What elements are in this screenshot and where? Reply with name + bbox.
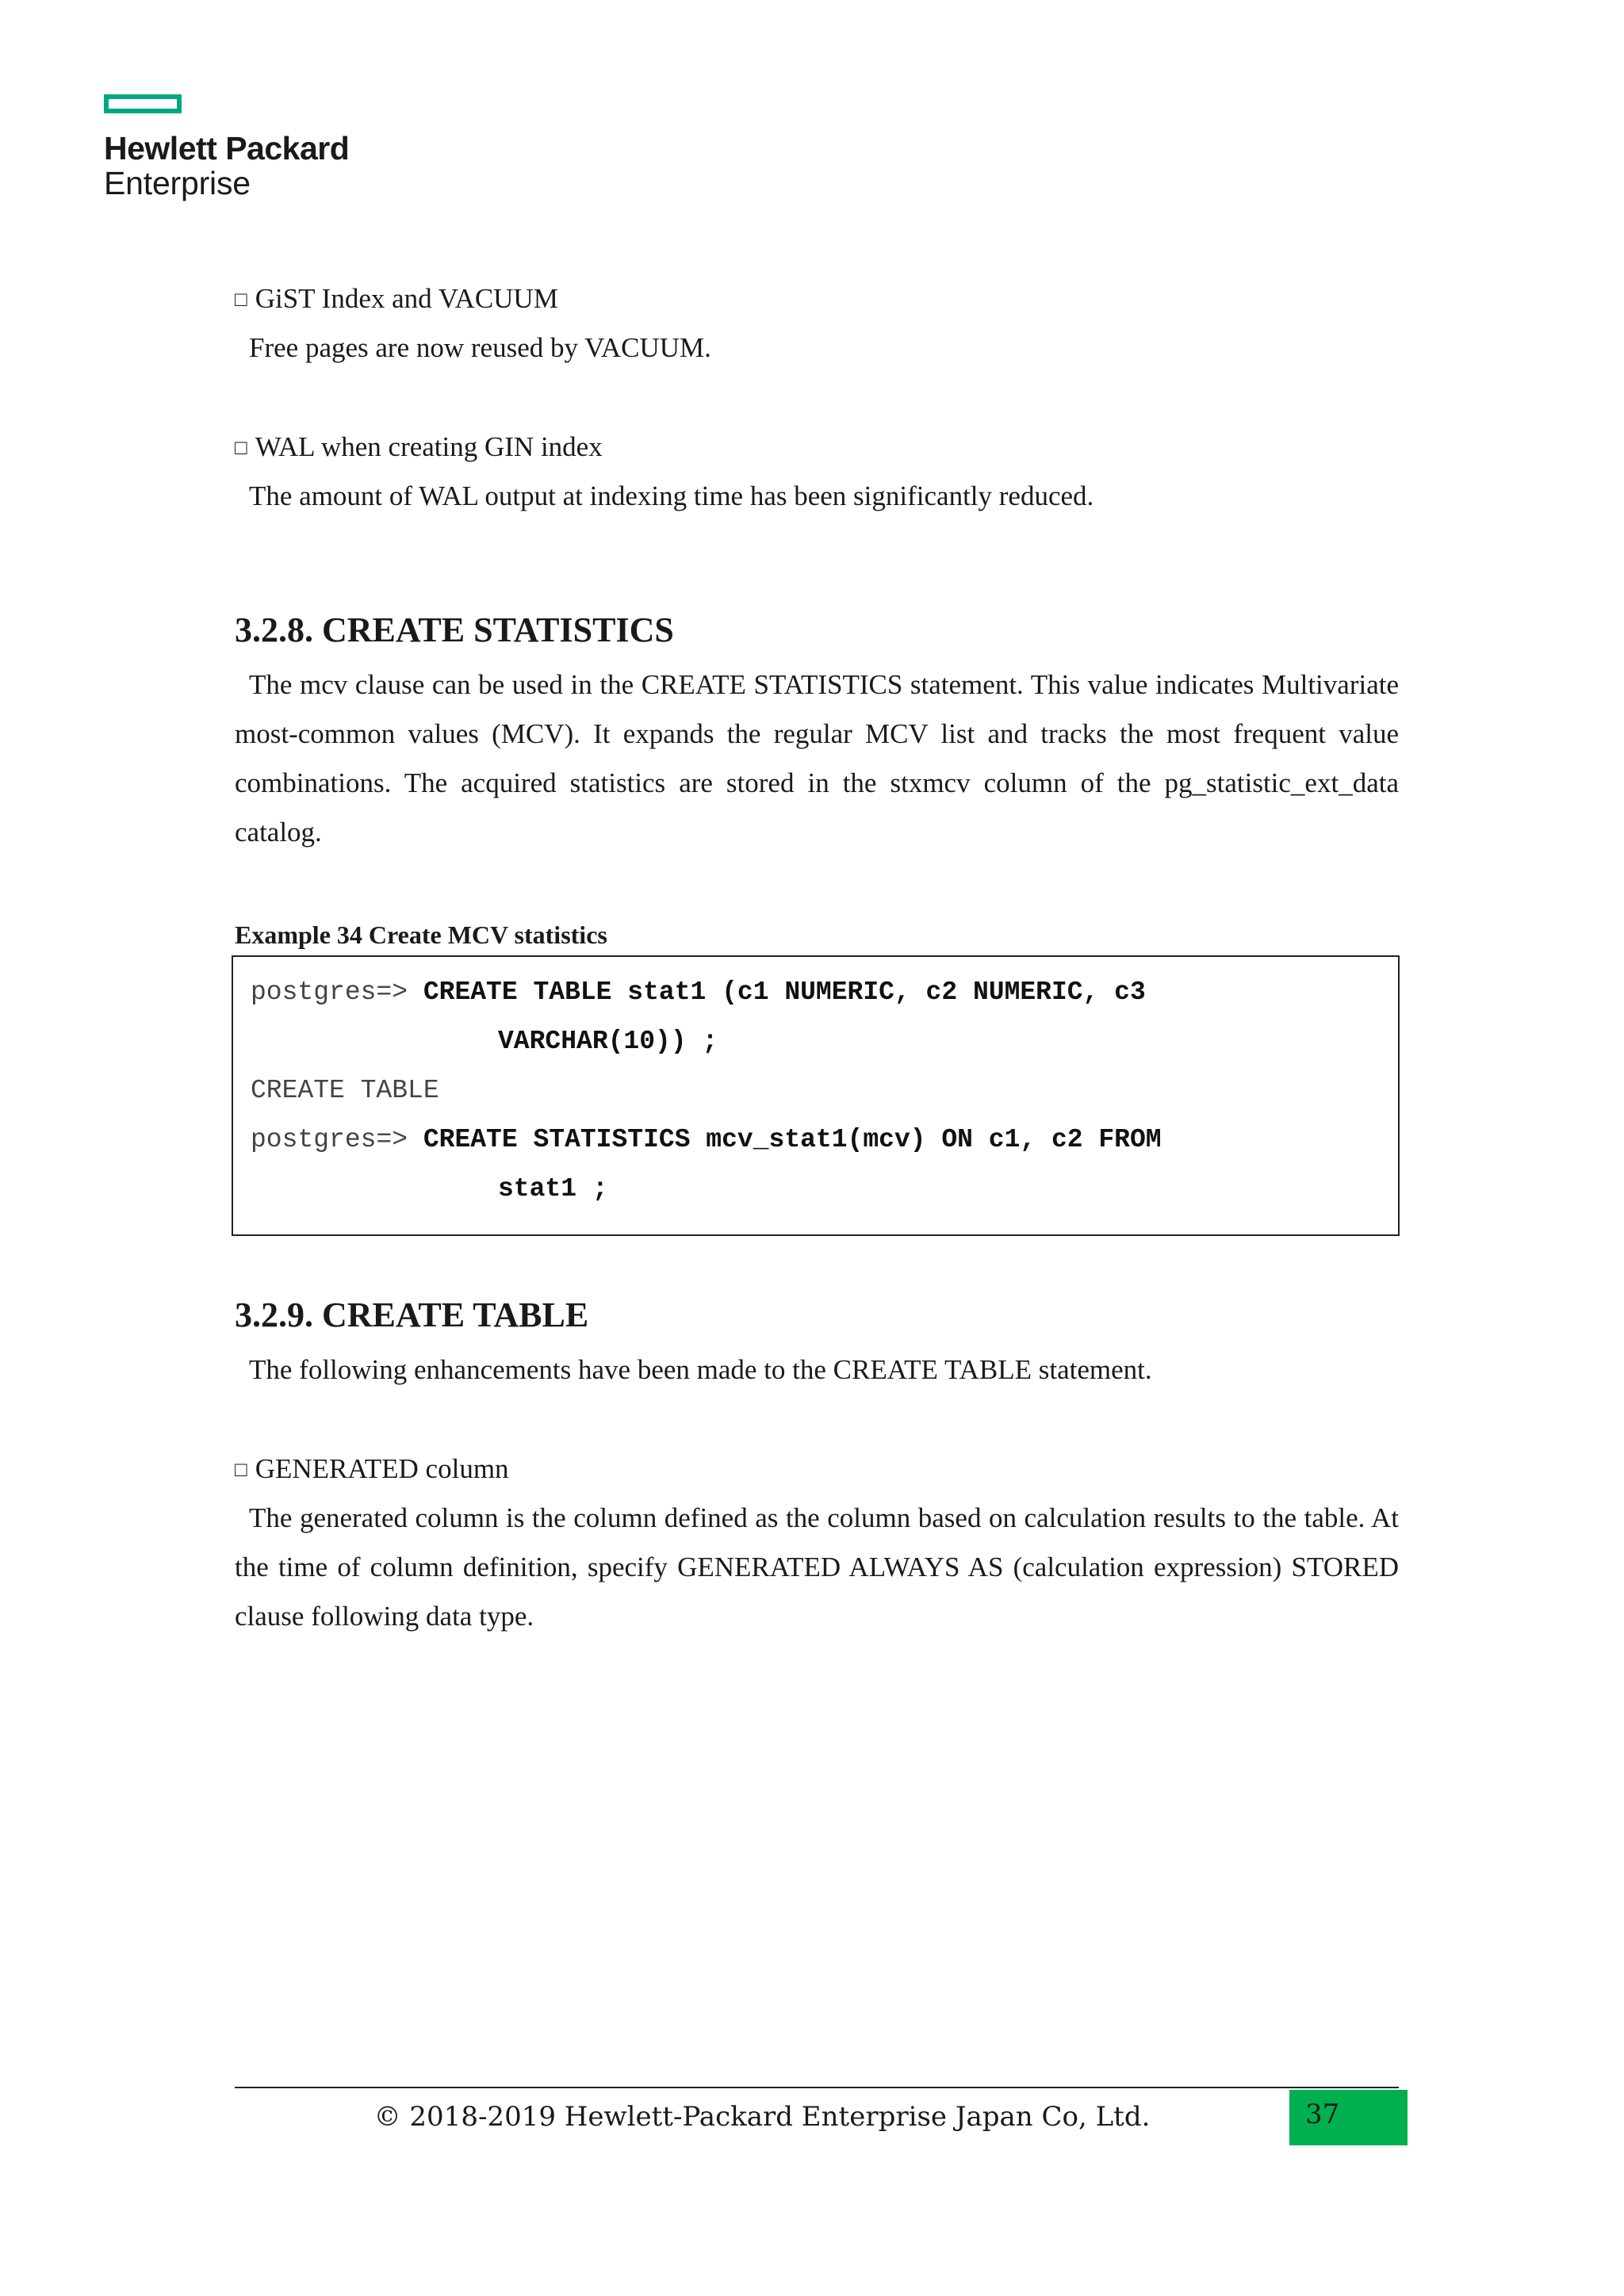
code-line-3: CREATE TABLE — [251, 1076, 439, 1105]
footer-divider — [235, 2087, 1399, 2088]
wal-bullet-title: □ WAL when creating GIN index — [235, 431, 603, 462]
footer-copyright: © 2018-2019 Hewlett-Packard Enterprise Japan Co, Ltd. — [373, 2101, 1151, 2133]
generated-bullet-title: □ GENERATED column — [235, 1453, 509, 1484]
code-example-box — [232, 955, 1400, 1236]
heading-create-table: 3.2.9. CREATE TABLE — [235, 1295, 589, 1334]
create-statistics-body: The mcv clause can be used in the CREATE STATISTICS statement. This value indicates Multivariate most-common values (MCV). It expands the regular MCV list and tracks the most frequent value combinations. The acquired statistics are stored in the stxmcv column of the pg_statistic_ext_data catalog. — [235, 669, 1399, 848]
wal-bullet-text: The amount of WAL output at indexing time has been significantly reduced. — [249, 480, 1094, 511]
create-table-intro: The following enhancements have been made to the CREATE TABLE statement. — [249, 1354, 1152, 1385]
hpe-logo-mark — [104, 94, 182, 113]
generated-bullet-body: The generated column is the column defined as the column based on calculation results to the table. At the time of column definition, specify GENERATED ALWAYS AS (calculation expression) STORED clause following data type. — [235, 1502, 1399, 1632]
code-line-1: postgres=> CREATE TABLE stat1 (c1 NUMERIC, c2 NUMERIC, c3 — [251, 978, 1146, 1007]
code-line-4: postgres=> CREATE STATISTICS mcv_stat1(mcv) ON c1, c2 FROM — [251, 1125, 1162, 1154]
heading-create-statistics: 3.2.8. CREATE STATISTICS — [235, 610, 674, 649]
logo-line2: Enterprise — [104, 165, 251, 201]
page-number-box — [1289, 2090, 1408, 2145]
gist-bullet-text: Free pages are now reused by VACUUM. — [249, 332, 711, 363]
bullet-square-icon: □ — [235, 436, 247, 459]
gist-bullet-title: □ GiST Index and VACUUM — [235, 283, 558, 314]
example-caption: Example 34 Create MCV statistics — [235, 920, 607, 949]
page-number: 37 — [1305, 2099, 1340, 2130]
bullet-square-icon: □ — [235, 1458, 247, 1481]
logo-line1: Hewlett Packard — [104, 130, 350, 166]
code-line-5: stat1 ; — [498, 1174, 608, 1203]
code-line-2: VARCHAR(10)) ; — [498, 1027, 718, 1056]
bullet-square-icon: □ — [235, 288, 247, 311]
hpe-logo — [104, 94, 349, 201]
